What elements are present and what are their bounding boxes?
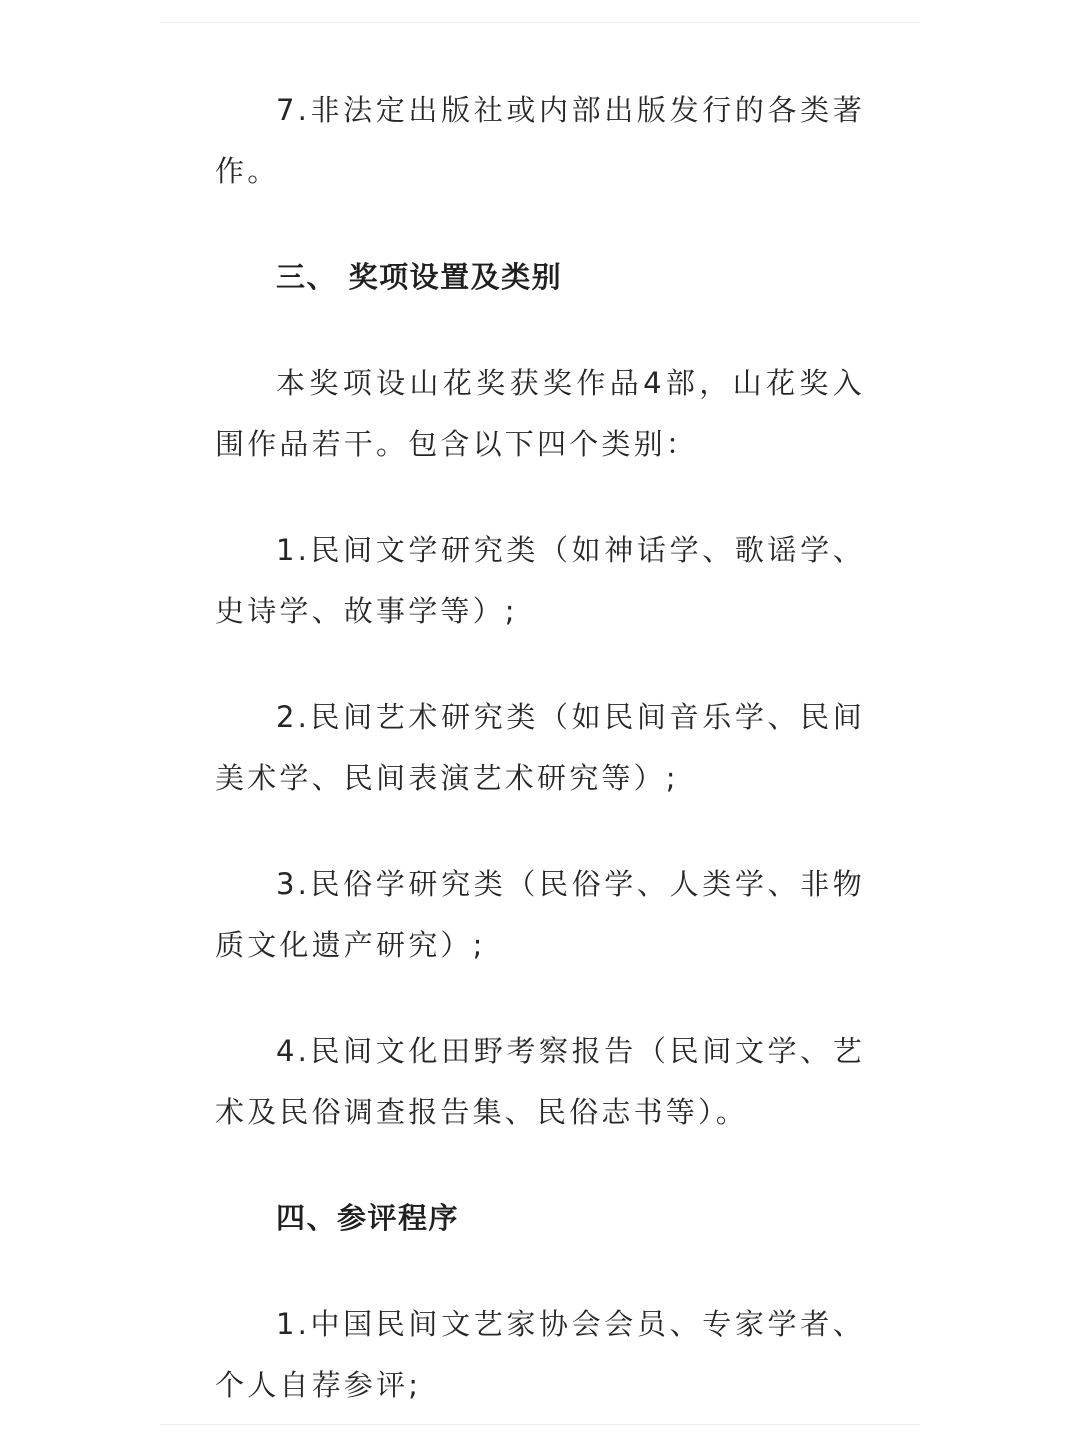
paragraph-procedure-1: 1.中国民间文艺家协会会员、专家学者、个人自荐参评; xyxy=(215,1307,865,1402)
section-heading-awards: 三、 奖项设置及类别 xyxy=(276,260,563,294)
article-body xyxy=(215,80,865,1416)
paragraph-item-7: 7.非法定出版社或内部出版发行的各类著作。 xyxy=(215,93,865,188)
paragraph-award-intro: 本奖项设山花奖获奖作品4部，山花奖入围作品若干。包含以下四个类别： xyxy=(215,366,865,461)
section-heading-procedure: 四、参评程序 xyxy=(276,1201,460,1235)
paragraph-category-2: 2.民间艺术研究类（如民间音乐学、民间美术学、民间表演艺术研究等）; xyxy=(215,700,865,795)
paragraph-category-4: 4.民间文化田野考察报告（民间文学、艺术及民俗调查报告集、民俗志书等）。 xyxy=(215,1034,865,1129)
paragraph-category-1: 1.民间文学研究类（如神话学、歌谣学、史诗学、故事学等）; xyxy=(215,533,865,628)
bottom-divider xyxy=(160,1424,920,1425)
paragraph-category-3: 3.民俗学研究类（民俗学、人类学、非物质文化遗产研究）; xyxy=(215,867,865,962)
top-divider xyxy=(160,22,920,23)
